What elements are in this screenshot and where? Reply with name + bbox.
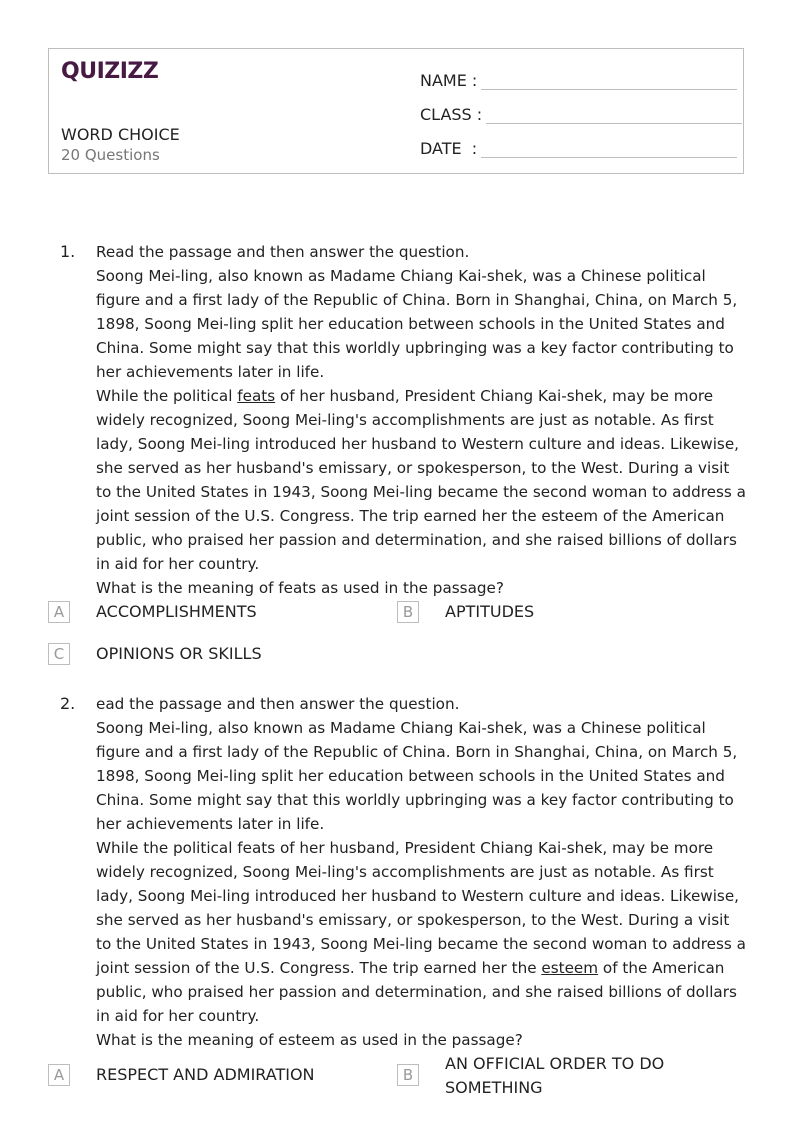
passage-text: of her husband, President Chiang Kai-shek, may be more widely recognized, Soong Mei-ling's accomplishments are just as notable. As first lady, Soong Mei-ling introduced her husband to Western culture and ideas. Likewise, she served as her husband's emissary, or spokesperson, to the West. During a visit to the United States in 1943, Soong Mei-ling became the second woman to address a joint session of the U.S. Congress. The trip earned her the esteem of the American public, who praised her passion and determination, and she raised billions of dollars in aid for her country.: [96, 387, 746, 573]
passage-paragraph-1: Soong Mei-ling, also known as Madame Chiang Kai-shek, was a Chinese political figure and a first lady of the Republic of China. Born in Shanghai, China, on March 5, 1898, Soong Mei-ling split her education between schools in the United States and China. Some might say that this worldly upbringing was a key factor contributing to her achievements later in life.: [96, 267, 738, 381]
option-c[interactable]: [48, 643, 262, 665]
class-line[interactable]: [486, 103, 742, 124]
question-prompt: What is the meaning of esteem as used in the passage?: [96, 1031, 523, 1049]
worksheet-title: WORD CHOICE: [61, 125, 180, 144]
option-text: OPINIONS OR SKILLS: [96, 644, 262, 663]
passage-text: While the political: [96, 387, 238, 405]
question-intro: ead the passage and then answer the question.: [96, 695, 460, 713]
question-intro: Read the passage and then answer the question.: [96, 243, 470, 261]
question-number: 1.: [60, 242, 76, 261]
underlined-keyword: esteem: [541, 959, 599, 977]
worksheet-header: [48, 48, 744, 174]
option-letter: B: [397, 601, 419, 623]
option-letter: C: [48, 643, 70, 665]
question-number: 2.: [60, 694, 76, 713]
option-letter: B: [397, 1064, 419, 1086]
option-a[interactable]: [48, 1064, 315, 1086]
question-prompt: What is the meaning of feats as used in the passage?: [96, 579, 504, 597]
question-count: 20 Questions: [61, 146, 160, 164]
option-letter: A: [48, 601, 70, 623]
option-a[interactable]: [48, 601, 257, 623]
passage-paragraph-2: [96, 384, 746, 576]
option-b[interactable]: [397, 601, 535, 623]
option-b[interactable]: [397, 1054, 665, 1097]
name-line[interactable]: [481, 69, 737, 90]
underlined-keyword: feats: [237, 387, 276, 405]
logo-text: QUIZIZZ: [61, 59, 159, 84]
class-field: [420, 103, 742, 124]
passage-text: of the American public, who praised her passion and determination, and she raised billions of dollars in aid for her country.: [96, 959, 737, 1025]
question-text: [96, 240, 746, 600]
option-text: AN OFFICIAL ORDER TO DO SOMETHING: [445, 1054, 665, 1097]
passage-text: While the political feats of her husband, President Chiang Kai-shek, may be more widely recognized, Soong Mei-ling's accomplishments are just as notable. As first lady, Soong Mei-ling introduced her husband to Western culture and ideas. Likewise, she served as her husband's emissary, or spokesperson, to the West. During a visit to the United States in 1943, Soong Mei-ling became the second woman to address a joint session of the U.S. Congress. The trip earned her the: [96, 839, 746, 977]
option-text: APTITUDES: [445, 602, 535, 621]
date-line[interactable]: [481, 137, 737, 158]
class-label: CLASS :: [420, 105, 483, 124]
date-label: DATE :: [420, 139, 478, 158]
option-text: RESPECT AND ADMIRATION: [96, 1065, 315, 1084]
option-letter: A: [48, 1064, 70, 1086]
passage-paragraph-2: [96, 836, 746, 1028]
question-text: [96, 692, 746, 1052]
passage-paragraph-1: Soong Mei-ling, also known as Madame Chiang Kai-shek, was a Chinese political figure and a first lady of the Republic of China. Born in Shanghai, China, on March 5, 1898, Soong Mei-ling split her education between schools in the United States and China. Some might say that this worldly upbringing was a key factor contributing to her achievements later in life.: [96, 719, 738, 833]
date-field: [420, 137, 737, 158]
name-label: NAME :: [420, 71, 478, 90]
name-field: [420, 69, 737, 90]
quizizz-logo: [61, 59, 159, 87]
option-text: ACCOMPLISHMENTS: [96, 602, 257, 621]
